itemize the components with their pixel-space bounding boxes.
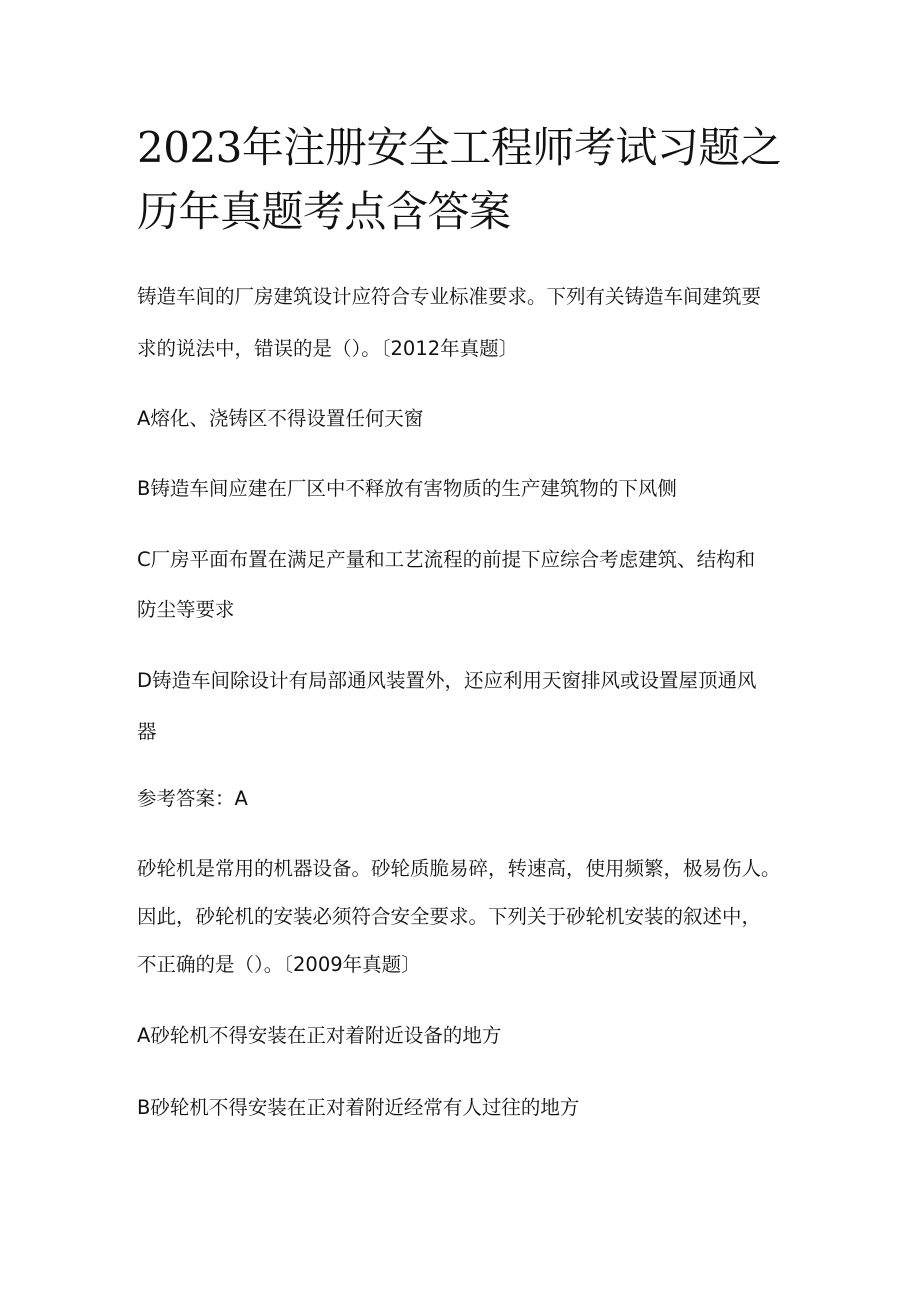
question-2-stem-line-3: 不正确的是（）。〔2009年真题〕 [137, 953, 421, 976]
question-1-option-d-line-1: D铸造车间除设计有局部通风装置外，还应利用天窗排风或设置屋顶通风 [137, 669, 757, 692]
question-1-option-a: A熔化、浇铸区不得设置任何天窗 [137, 407, 424, 430]
question-2-option-a: A砂轮机不得安装在正对着附近设备的地方 [137, 1024, 502, 1047]
question-1-stem-line-2: 求的说法中，错误的是（）。〔2012年真题〕 [137, 337, 519, 360]
document-title-line-1: 2023年注册安全工程师考试习题之 [137, 123, 782, 172]
question-1-option-b: B铸造车间应建在厂区中不释放有害物质的生产建筑物的下风侧 [137, 477, 677, 500]
question-1-option-d-line-2: 器 [137, 720, 157, 743]
question-2-stem-line-1: 砂轮机是常用的机器设备。砂轮质脆易碎，转速高，使用频繁，极易伤人。 [137, 857, 781, 880]
question-1-answer: 参考答案：A [137, 787, 248, 810]
document-title-line-2: 历年真题考点含答案 [137, 187, 511, 236]
question-1-option-c-line-2: 防尘等要求 [137, 598, 235, 621]
question-1-stem-line-1: 铸造车间的厂房建筑设计应符合专业标准要求。下列有关铸造车间建筑要 [137, 285, 762, 308]
question-1-option-c-line-1: C厂房平面布置在满足产量和工艺流程的前提下应综合考虑建筑、结构和 [137, 548, 756, 571]
question-2-option-b: B砂轮机不得安装在正对着附近经常有人过往的地方 [137, 1096, 580, 1119]
question-2-stem-line-2: 因此，砂轮机的安装必须符合安全要求。下列关于砂轮机安装的叙述中， [137, 905, 762, 928]
